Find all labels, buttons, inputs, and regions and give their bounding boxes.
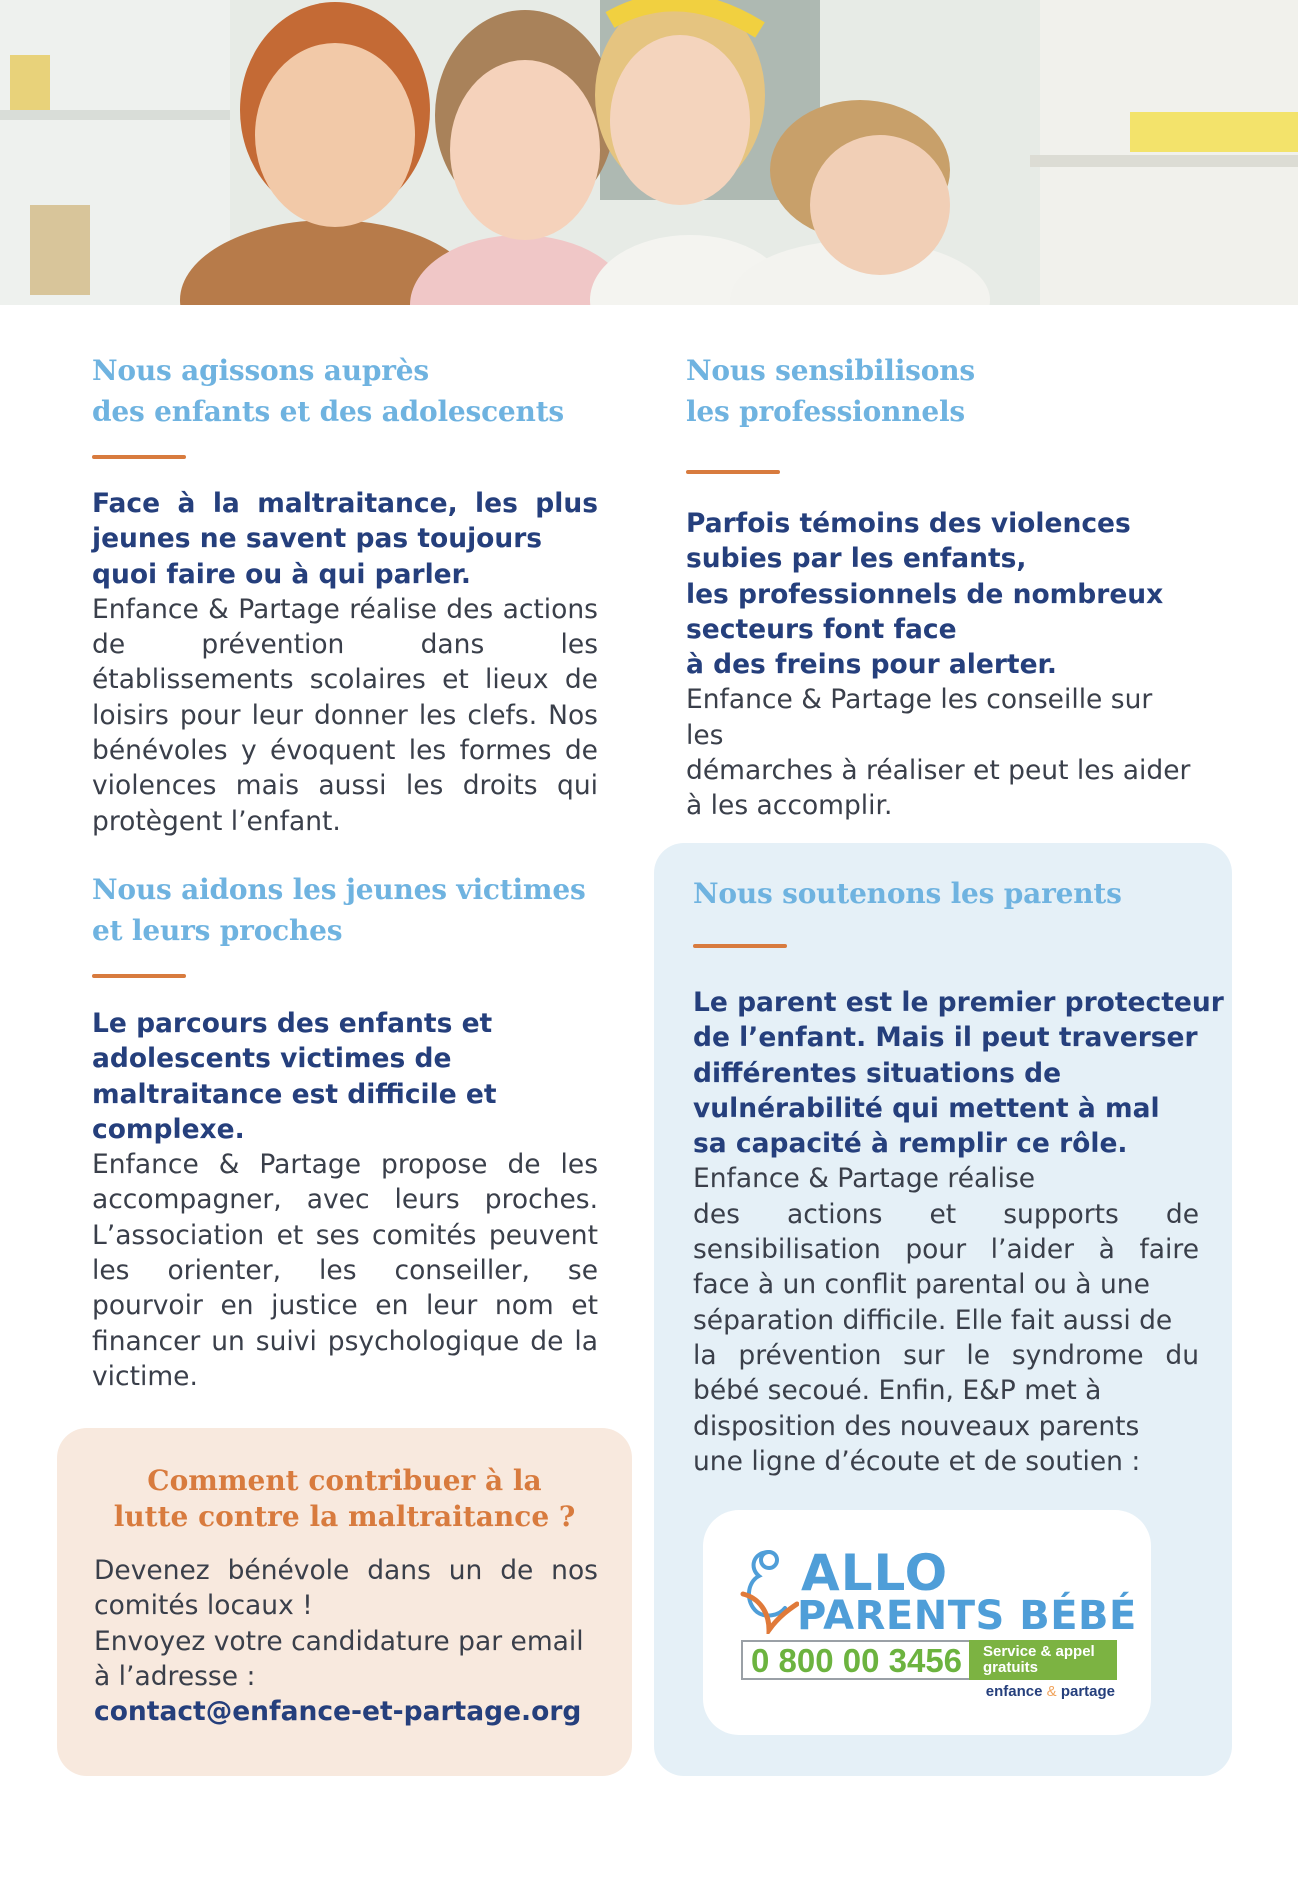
heading-line: et leurs proches — [92, 914, 343, 947]
section-victims — [92, 869, 598, 1394]
lead-line: différentes situations de — [693, 1057, 1062, 1089]
heading-line: des enfants et des adolescents — [92, 395, 564, 428]
body-line: à les accomplir. — [686, 790, 893, 822]
section-victims-heading — [92, 869, 598, 951]
heading-line: Comment contribuer à la — [147, 1464, 542, 1497]
section-parents-lead — [693, 985, 1224, 1161]
section-professionals — [686, 350, 1196, 824]
lead-line: sa capacité à remplir ce rôle. — [693, 1128, 1128, 1160]
body-line: séparation difficile. Elle fait aussi de — [693, 1304, 1173, 1336]
allo-parents-bebe-card — [703, 1510, 1151, 1735]
lead-line: maltraitance est difficile et — [92, 1078, 497, 1110]
section-children-body: Enfance & Partage réalise des actions de prévention dans les établissements scolaires et lieux de loisirs pour leur donner les clefs. Nos bénévoles y évoquent les formes de violences mais aussi les droits qui protègent l’enfant. — [92, 593, 598, 837]
lead-line: les professionnels de nombreux — [686, 578, 1164, 610]
body-line: Enfance & Partage les conseille sur les — [686, 684, 1153, 751]
body-line: Enfance & Partage réalise — [693, 1163, 1036, 1195]
section-parents — [693, 873, 1224, 1479]
section-children-heading — [92, 350, 598, 432]
section-parents-heading: Nous soutenons les parents — [693, 877, 1122, 910]
lead-line: Le parent est le premier protecteur — [693, 987, 1224, 1018]
section-victims-lead — [92, 1006, 598, 1147]
brand-word: enfance — [985, 1683, 1043, 1700]
body-paragraph: la prévention sur le syndrome du bébé secoué. Enfin, E&P met à — [693, 1339, 1199, 1407]
divider — [693, 944, 787, 948]
lead-line: Face à la maltraitance, les plus — [92, 488, 598, 519]
section-parents-body — [693, 1161, 1199, 1479]
section-professionals-heading — [686, 350, 1196, 432]
hero-photo — [0, 0, 1298, 305]
contact-email-link[interactable]: contact@enfance-et-partage.org — [94, 1696, 582, 1728]
heading-line: Nous sensibilisons — [686, 354, 975, 387]
heading-line: les professionnels — [686, 395, 965, 428]
heading-line: lutte contre la maltraitance ? — [113, 1500, 576, 1533]
lead-line: vulnérabilité qui mettent à mal — [693, 1092, 1160, 1124]
section-children-lead — [92, 486, 598, 592]
lead-line: à des freins pour alerter. — [686, 649, 1057, 681]
lead-line: adolescents victimes de — [92, 1043, 452, 1075]
heading-line: Nous agissons auprès — [92, 354, 429, 387]
divider — [92, 974, 186, 978]
free-service-badge — [969, 1640, 1117, 1680]
body-line: démarches à réaliser et peut les aider — [686, 755, 1191, 787]
lead-line: secteurs font face — [686, 613, 957, 645]
brand-word: partage — [1060, 1683, 1115, 1700]
lead-line: subies par les enfants, — [686, 543, 1027, 575]
contribute-paragraph: Devenez bénévole dans un de nos comités locaux ! — [94, 1555, 598, 1622]
section-professionals-lead — [686, 506, 1196, 682]
badge-line: gratuits — [983, 1659, 1039, 1676]
section-children — [92, 350, 598, 839]
lead-line: complexe. — [92, 1113, 245, 1145]
badge-line: Service & appel — [983, 1643, 1095, 1660]
section-professionals-body — [686, 682, 1196, 823]
phone-number[interactable]: 0 800 00 3456 — [751, 1642, 963, 1679]
phone-box — [741, 1640, 1117, 1680]
allo-subtitle: PARENTS BÉBÉ — [797, 1593, 1137, 1639]
brand-logo-text — [986, 1683, 1115, 1700]
body-line: une ligne d’écoute et de soutien : — [693, 1445, 1141, 1477]
heading-line: Nous aidons les jeunes victimes — [92, 873, 586, 906]
divider — [92, 455, 186, 459]
section-victims-body: Enfance & Partage propose de les accompagner, avec leurs proches. L’association et ses comités peuvent les orienter, les conseiller, se pourvoir en justice en leur nom et financer un suivi psychologique de la victime. — [92, 1149, 598, 1392]
divider — [686, 470, 780, 474]
body-line: disposition des nouveaux parents — [693, 1410, 1140, 1442]
children-photo-illustration — [0, 0, 1298, 305]
contribute-text — [94, 1553, 598, 1729]
lead-line: jeunes ne savent pas toujours — [92, 523, 543, 555]
mother-baby-icon — [739, 1546, 799, 1634]
brand-ampersand: & — [1046, 1683, 1057, 1700]
lead-line: Parfois témoins des violences — [686, 508, 1131, 539]
body-paragraph: des actions et supports de sensibilisation pour l’aider à faire face à un conflit parental ou à une — [693, 1198, 1199, 1301]
lead-line: de l’enfant. Mais il peut traverser — [693, 1022, 1198, 1054]
allo-title: ALLO — [801, 1544, 949, 1602]
lead-line: quoi faire ou à qui parler. — [92, 558, 471, 590]
contribute-line: Envoyez votre candidature par email — [94, 1625, 584, 1657]
contribute-line: à l’adresse : — [94, 1660, 256, 1692]
contribute-heading — [57, 1463, 632, 1535]
lead-line: Le parcours des enfants et — [92, 1008, 493, 1039]
